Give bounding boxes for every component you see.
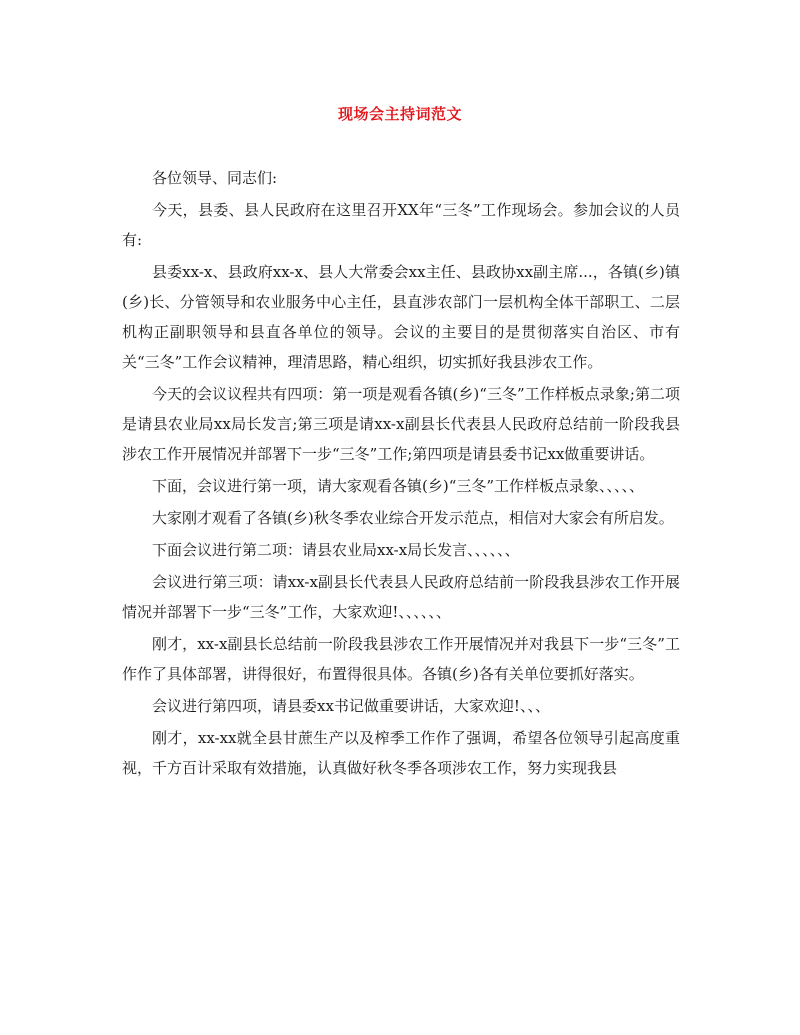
paragraph-item-two: 下面会议进行第二项：请县农业局xx-x局长发言、、、、、、	[152, 541, 520, 559]
paragraph-item-three-summary: 刚才，xx-x副县长总结前一阶段我县涉农工作开展情况并对我县下一步“三冬”工作作了具体部署，讲得很好，布置得很具体。各镇(乡)各有关单位要抓好落实。	[122, 635, 680, 683]
paragraph-item-three: 会议进行第三项：请xx-x副县长代表县人民政府总结前一阶段我县涉农工作开展情况并部署下一步“三冬”工作，大家欢迎!、、、、、、	[122, 573, 680, 621]
paragraph-closing: 刚才，xx-xx就全县甘蔗生产以及榨季工作作了强调，希望各位领导引起高度重视，千方百计采取有效措施，认真做好秋冬季各项涉农工作，努力实现我县	[122, 729, 680, 777]
paragraph-attendees: 县委xx-x、县政府xx-x、县人大常委会xx主任、县政协xx副主席...，各镇(乡)镇(乡)长、分管领导和农业服务中心主任，县直涉农部门一层机构全体干部职工、二层机构正副职领导和县直各单位的领导。会议的主要目的是贯彻落实自治区、市有关“三冬”工作会议精神，理清思路，精心组织，切实抓好我县涉农工作。	[122, 263, 680, 371]
paragraph-item-four: 会议进行第四项，请县委xx书记做重要讲话，大家欢迎!、、、	[152, 697, 550, 715]
paragraph-greeting: 各位领导、同志们:	[152, 169, 278, 187]
paragraph-item-one: 下面，会议进行第一项，请大家观看各镇(乡)“三冬”工作样板点录象、、、、、	[152, 477, 645, 495]
document-body	[122, 163, 680, 785]
paragraph-item-one-summary: 大家刚才观看了各镇(乡)秋冬季农业综合开发示范点，相信对大家会有所启发。	[152, 509, 674, 527]
paragraph-opening: 今天，县委、县人民政府在这里召开XX年“三冬”工作现场会。参加会议的人员有:	[122, 201, 680, 249]
paragraph-agenda: 今天的会议议程共有四项：第一项是观看各镇(乡)“三冬”工作样板点录象;第二项是请县农业局xx局长发言;第三项是请xx-x副县长代表县人民政府总结前一阶段我县涉农工作开展情况并部署下一步“三冬”工作;第四项是请县委书记xx做重要讲话。	[122, 385, 680, 463]
document-title: 现场会主持词范文	[337, 105, 462, 123]
